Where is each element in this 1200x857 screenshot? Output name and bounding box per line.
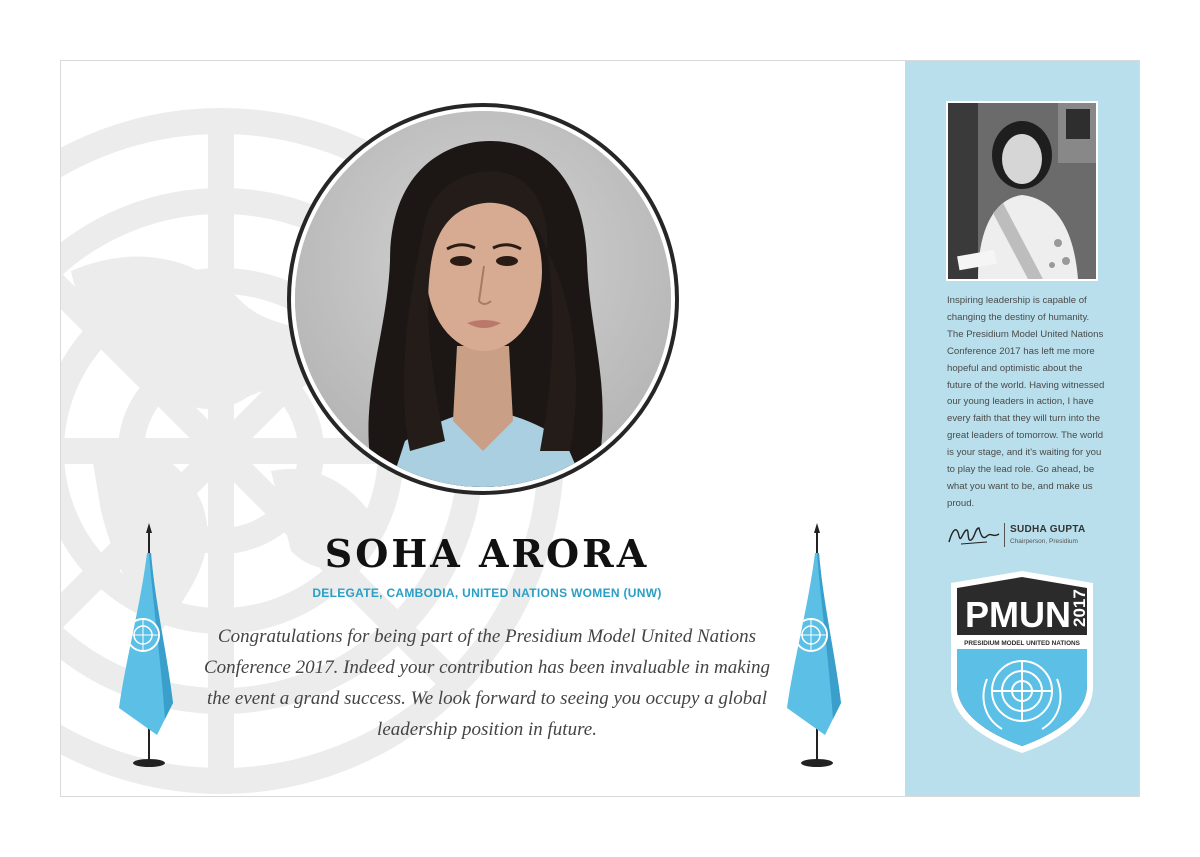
recipient-photo [295, 111, 671, 487]
recipient-role: DELEGATE, CAMBODIA, UNITED NATIONS WOMEN (UNW) [312, 586, 662, 600]
main-panel [61, 61, 905, 796]
badge-logo-text: PMUN [965, 594, 1071, 635]
pmun-badge-logo [947, 569, 1097, 755]
chairperson-quote: Inspiring leadership is capable of changing the destiny of humanity. The Presidium Model United Nations Conference 2017 has left me more hopeful and optimistic about the future of the world. Having witnessed our young leaders in action, I have every faith that they will turn into the great leaders of tomorrow. The world is your stage, and it's waiting for you to play the lead role. Go ahead, be what you want to be, and make us proud. [947, 295, 1105, 509]
certificate-message: Congratulations for being part of the Presidium Model United Nations Conference 2017. Indeed your contribution has been invaluable in making the event a grand success. We look forward to seeing you occupy a global leadership position in future. [203, 626, 770, 740]
side-panel [905, 61, 1139, 796]
portrait-frame [287, 103, 679, 495]
chairperson-photo [946, 101, 1098, 281]
signature-block [947, 522, 1117, 548]
recipient-name: SOHA ARORA [324, 531, 650, 576]
certificate [60, 60, 1140, 797]
badge-tagline: PRESIDIUM MODEL UNITED NATIONS [964, 640, 1080, 647]
signature-icon [947, 522, 1001, 548]
signature-divider [1004, 523, 1005, 547]
signatory-title: Chairperson, Presidium [1010, 538, 1078, 545]
badge-year: 2017 [1070, 589, 1089, 627]
signatory-name: SUDHA GUPTA [1010, 524, 1086, 535]
